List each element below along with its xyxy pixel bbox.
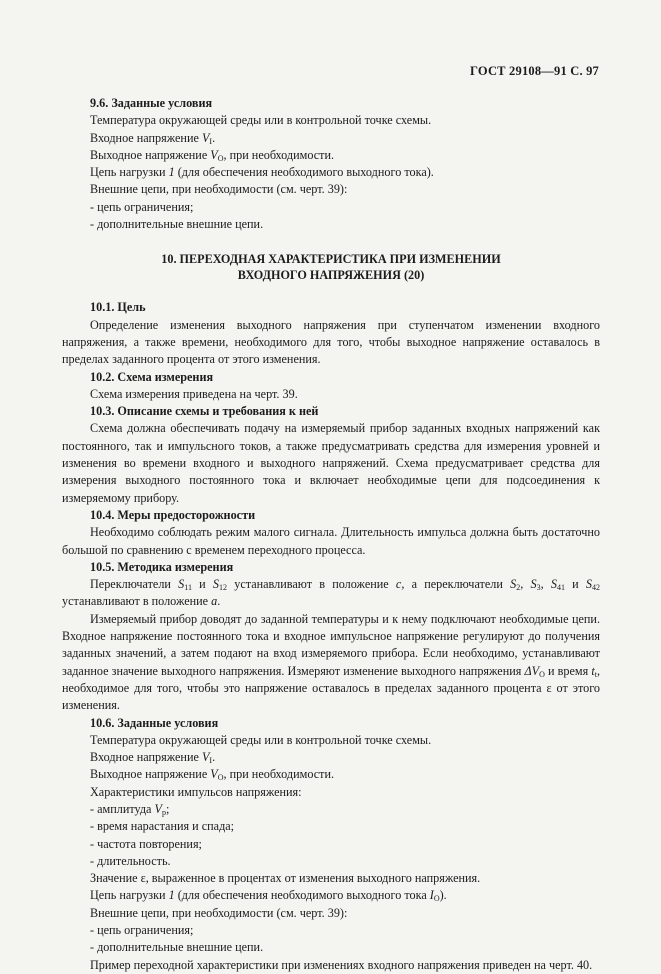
section-heading-10-6: 10.6. Заданные условия (90, 715, 219, 730)
paragraph: Пример переходной характеристики при изменениях входного напряжения приведен на черт. 40. (90, 957, 593, 972)
paragraph: Измеряемый прибор доводят до заданной температуры и к нему подключают необходимые цепи. Входное напряжение постоянного тока и входное импульсное напряжение регулируют до получения заданных значений, а затем подают на вход измеряемого прибора. Если необходимо, устанавливают заданное значение выходного напряжения. Измеряют изменение выходного напряжения $\Delta V_O$ и время $t_t$, необходимое для того, чтобы это напряжение оставалось в пределах заданного процента ε от этого изменения. (62, 611, 600, 713)
list-item: - амплитуда $V_p$; (90, 801, 170, 817)
section-heading-10-4: 10.4. Меры предосторожности (90, 507, 256, 522)
paragraph: Определение изменения выходного напряжения при ступенчатом изменении входного напряжения, а также времени, необходимого для того, чтобы выходное напряжение оставалось в пределах заданного процента от этого изменения. (62, 317, 600, 367)
text-line: Выходное напряжение $V_O$, при необходимости. (90, 767, 335, 783)
text-line: Входное напряжение $V_I$. (90, 750, 216, 766)
list-item: - частота повторения; (90, 836, 202, 851)
text-line: Значение ε, выраженное в процентах от изменения выходного напряжения. (90, 871, 481, 886)
paragraph: Необходимо соблюдать режим малого сигнала. Длительность импульса должна быть достаточно большой по сравнению с временем переходного процесса. (62, 525, 600, 557)
list-item: - длительность. (90, 853, 171, 868)
page-content (62, 95, 600, 974)
text-line: Внешние цепи, при необходимости (см. черт. 39): (90, 182, 348, 197)
list-item: - дополнительные внешние цепи. (90, 940, 264, 955)
text-line: Входное напряжение $V_I$. (90, 130, 216, 146)
text-line: Выходное напряжение $V_O$, при необходимости. (90, 147, 335, 163)
list-item: - цепь ограничения; (90, 199, 194, 214)
paragraph: Схема измерения приведена на черт. 39. (90, 386, 298, 401)
text-line: Цепь нагрузки 1 (для обеспечения необходимого выходного тока $I_O$). (90, 888, 447, 904)
section-heading-10-2: 10.2. Схема измерения (90, 369, 214, 384)
list-item: - время нарастания и спада; (90, 819, 235, 834)
section-heading-10-5: 10.5. Методика измерения (90, 559, 234, 574)
list-item: - дополнительные внешние цепи. (90, 217, 264, 232)
section-heading-9-6: 9.6. Заданные условия (90, 96, 213, 110)
text-line: Внешние цепи, при необходимости (см. черт. 39): (90, 905, 348, 920)
page-header: ГОСТ 29108—91 С. 97 (470, 64, 599, 78)
text-line: Температура окружающей среды или в контрольной точке схемы. (90, 113, 432, 128)
paragraph: Переключатели $S_{11}$ и $S_{12}$ устанавливают в положение c, а переключатели $S_2$, $S_3$, $S_{41}$ и $S_{42}$ устанавливают в положение a. (62, 577, 601, 609)
section-heading-10-3: 10.3. Описание схемы и требования к ней (90, 404, 319, 419)
paragraph: Схема должна обеспечивать подачу на измеряемый прибор заданных входных напряжений как постоянного, так и импульсного токов, а также предусматривать средства для измерения уровней и изменения во времени входного и выходного напряжений. Схема предусматривает средства для измерения выходного постоянного тока и включает необходимые цепи для подсоединения к измеряемому прибору. (62, 421, 600, 505)
text-line: Цепь нагрузки 1 (для обеспечения необходимого выходного тока). (90, 165, 434, 180)
section-heading-10-1: 10.1. Цель (90, 300, 146, 315)
text-line: Температура окружающей среды или в контрольной точке схемы. (90, 732, 432, 747)
list-item: - цепь ограничения; (90, 923, 194, 938)
text-line: Характеристики импульсов напряжения: (90, 784, 302, 799)
section-title: 10. ПЕРЕХОДНАЯ ХАРАКТЕРИСТИКА ПРИ ИЗМЕНЕНИИ ВХОДНОГО НАПРЯЖЕНИЯ (20) (161, 252, 501, 283)
